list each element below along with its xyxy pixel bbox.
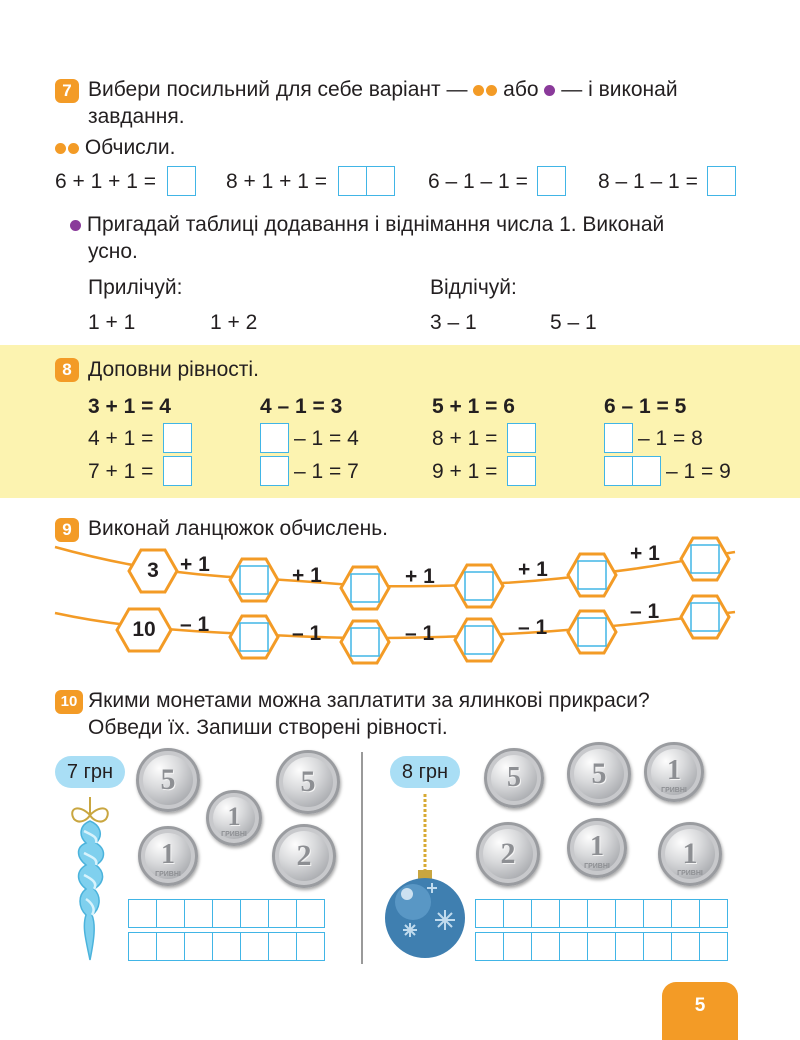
expression: 8 – 1 – 1 = (598, 170, 698, 193)
orange-dot-icon (68, 143, 79, 154)
hexagon-step[interactable] (230, 616, 278, 658)
answer-grid[interactable] (475, 899, 728, 961)
answer-box[interactable] (260, 423, 289, 453)
task-number-badge: 7 (55, 79, 79, 103)
example-equation: 3 + 1 = 4 (88, 395, 171, 418)
example-equation: 4 – 1 = 3 (260, 395, 343, 418)
count-up-label: Прилічуй: (88, 276, 183, 299)
christmas-ball-ornament-icon (383, 790, 473, 965)
op-text: + 1 (518, 558, 548, 581)
equation-part: – 1 = 8 (638, 427, 703, 450)
chain-operation (630, 600, 659, 624)
coin-1[interactable] (644, 742, 704, 802)
hexagon-step[interactable] (341, 621, 389, 663)
equation-part: – 1 = 9 (666, 460, 731, 483)
chain-operation (630, 542, 660, 566)
coin-value: 1 (227, 802, 241, 831)
task7-text-c: — і виконай (561, 78, 678, 101)
coin-5[interactable] (276, 750, 340, 814)
chain-start-value: 3 (147, 559, 159, 582)
variant-2-text: Пригадай таблиці додавання і віднімання числа 1. Виконай (86, 213, 665, 236)
answer-box[interactable] (537, 166, 566, 196)
task7-text-b: або (503, 78, 539, 101)
expression: 6 – 1 – 1 = (428, 170, 528, 193)
expression: 6 + 1 + 1 = (55, 170, 157, 193)
oral-item: 3 – 1 (430, 311, 477, 334)
variant-1-label: Обчисли. (84, 136, 176, 159)
coin-value: 5 (160, 763, 176, 796)
op-text: – 1 (405, 622, 435, 645)
price-tag: 8 грн (390, 756, 460, 788)
task-number-badge: 8 (55, 358, 79, 382)
coin-1[interactable] (206, 790, 262, 846)
divider (361, 752, 363, 964)
answer-box[interactable] (163, 456, 192, 486)
oral-item: 1 + 1 (88, 311, 136, 334)
task7-instruction-line2: завдання. (88, 105, 185, 128)
task-number-badge: 10 (55, 690, 83, 714)
equation-part: 4 + 1 = (88, 427, 154, 450)
coin-value: 5 (591, 757, 607, 790)
chain-start-value: 10 (132, 618, 156, 641)
chain-operation (292, 564, 322, 588)
orange-dot-icon (486, 85, 497, 96)
coin-value: 2 (296, 839, 312, 872)
task7-instruction (88, 78, 678, 102)
coin-value: 1 (682, 837, 698, 870)
oral-item: 5 – 1 (550, 311, 597, 334)
coin-word: ГРИВНІ (661, 787, 687, 794)
coin-value: 5 (507, 762, 521, 793)
hexagon-step[interactable] (681, 596, 729, 638)
chain-operation (518, 616, 547, 640)
hexagon-step[interactable] (455, 619, 503, 661)
chain-operation (405, 565, 435, 589)
answer-box[interactable] (163, 423, 192, 453)
equation-part: 8 + 1 = (432, 427, 498, 450)
coin-value: 1 (590, 831, 604, 862)
equation-part: 9 + 1 = (432, 460, 498, 483)
purple-dot-icon (70, 220, 81, 231)
calculation-chains (0, 535, 800, 670)
coin-value: 1 (161, 839, 175, 870)
task7-text-a: Вибери посильний для себе варіант — (88, 78, 468, 101)
icicle-ornament-icon (60, 795, 120, 965)
op-text: + 1 (292, 564, 322, 587)
oral-item: 1 + 2 (210, 311, 258, 334)
op-text: + 1 (180, 553, 210, 576)
op-text: – 1 (630, 600, 660, 623)
task-number-badge: 9 (55, 518, 79, 542)
answer-box[interactable] (260, 456, 289, 486)
task8-title: Доповни рівності. (88, 358, 259, 381)
answer-box[interactable] (366, 166, 395, 196)
variant-2-text-line2: усно. (88, 240, 138, 263)
chain-operation (292, 622, 321, 646)
variant-1-heading (55, 136, 176, 160)
hexagon-step[interactable] (568, 611, 616, 653)
hexagon-step[interactable] (681, 538, 729, 580)
answer-box[interactable] (507, 423, 536, 453)
answer-box[interactable] (507, 456, 536, 486)
chain-operation (518, 558, 548, 582)
chain-operation (180, 553, 210, 577)
hexagon-step[interactable] (455, 565, 503, 607)
coin-word: ГРИВНІ (221, 831, 247, 838)
equation-part: 7 + 1 = (88, 460, 154, 483)
coin-1[interactable] (138, 826, 198, 886)
op-text: + 1 (630, 542, 660, 565)
example-equation: 6 – 1 = 5 (604, 395, 687, 418)
equation-part: – 1 = 7 (294, 460, 359, 483)
orange-dot-icon (55, 143, 66, 154)
coin-value: 1 (667, 755, 681, 786)
hexagon-step[interactable] (341, 567, 389, 609)
page-number: 5 (662, 982, 738, 1040)
op-text: – 1 (292, 622, 322, 645)
task9-title: Виконай ланцюжок обчислень. (88, 517, 388, 540)
answer-box[interactable] (167, 166, 196, 196)
answer-box[interactable] (604, 423, 633, 453)
coin-word: ГРИВНІ (155, 871, 181, 878)
answer-box[interactable] (632, 456, 661, 486)
coin-1[interactable] (567, 818, 627, 878)
answer-box[interactable] (707, 166, 736, 196)
op-text: – 1 (518, 616, 548, 639)
count-down-label: Відлічуй: (430, 276, 517, 299)
coin-5[interactable] (136, 748, 200, 812)
hexagon-step[interactable] (568, 554, 616, 596)
chain-operation (180, 613, 209, 637)
op-text: – 1 (180, 613, 210, 636)
coin-value: 5 (300, 765, 316, 798)
coin-1[interactable] (658, 822, 722, 886)
coin-word: ГРИВНІ (677, 870, 703, 877)
answer-box[interactable] (338, 166, 367, 196)
coin-word: ГРИВНІ (584, 863, 610, 870)
task10-text-line2: Обведи їх. Запиши створені рівності. (88, 716, 448, 739)
coin-2[interactable] (272, 824, 336, 888)
coin-2[interactable] (476, 822, 540, 886)
coin-5[interactable] (484, 748, 544, 808)
coin-5[interactable] (567, 742, 631, 806)
chain-operation (405, 622, 434, 646)
example-equation: 5 + 1 = 6 (432, 395, 515, 418)
op-text: + 1 (405, 565, 435, 588)
coin-value: 2 (500, 837, 516, 870)
variant-2-heading (70, 213, 664, 237)
price-tag: 7 грн (55, 756, 125, 788)
answer-grid[interactable] (128, 899, 325, 961)
expression: 8 + 1 + 1 = (226, 170, 328, 193)
orange-dot-icon (473, 85, 484, 96)
task10-text-line1: Якими монетами можна заплатити за ялинкові прикраси? (88, 689, 650, 712)
answer-box[interactable] (604, 456, 633, 486)
equation-part: – 1 = 4 (294, 427, 359, 450)
hexagon-step[interactable] (230, 559, 278, 601)
purple-dot-icon (544, 85, 555, 96)
